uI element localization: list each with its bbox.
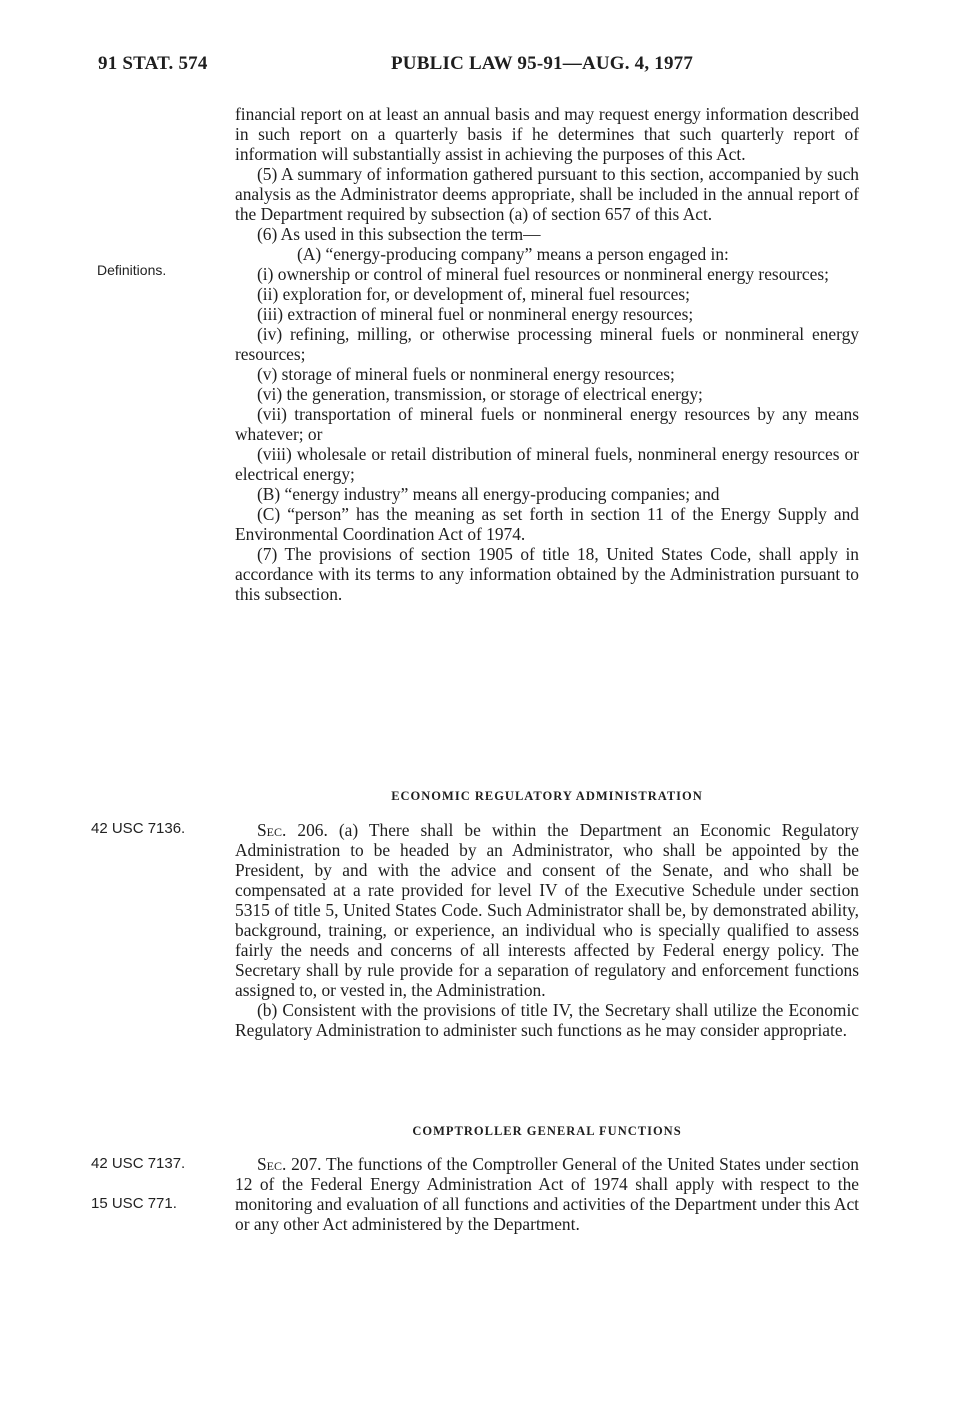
clause-C: (C) “person” has the meaning as set forth in section 11 of the Energy Supply and Environmental Coordination Act of 1974. [235, 504, 859, 544]
clause-iii: (iii) extraction of mineral fuel or nonmineral energy resources; [257, 304, 694, 324]
main-text-block [235, 104, 859, 604]
paragraph-7: (7) The provisions of section 1905 of title 18, United States Code, shall apply in accordance with its terms to any information obtained by the Administration pursuant to this subsection. [235, 544, 859, 604]
section-206-b: (b) Consistent with the provisions of title IV, the Secretary shall utilize the Economic Regulatory Administration to administer such functions as he may consider appropriate. [235, 1000, 859, 1040]
section-206-a: Sec. 206. (a) There shall be within the Department an Economic Regulatory Administration to be headed by an Administrator, who shall be appointed by the President, by and with the advice and consent of the Senate, and who shall be compensated at a rate provided for level IV of the Executive Schedule under section 5315 of title 5, United States Code. Such Administrator shall be, by demonstrated ability, background, training, or experience, an individual who is specially qualified to assess fairly the needs and concerns of all interests affected by Federal energy policy. The Secretary shall by rule provide for a separation of regulatory and enforcement functions assigned to, or vested in, the Administration. [235, 820, 859, 1000]
paragraph-5: (5) A summary of information gathered pursuant to this section, accompanied by such analysis as the Administrator deems appropriate, shall be included in the annual report of the Department required by subsection (a) of section 657 of this Act. [235, 164, 859, 224]
clause-B: (B) “energy industry” means all energy-producing companies; and [257, 484, 720, 504]
clause-A: (A) “energy-producing company” means a person engaged in: [297, 244, 729, 264]
clause-ii: (ii) exploration for, or development of, mineral fuel resources; [257, 284, 690, 304]
section-206-block [235, 820, 859, 1040]
page-running-head: PUBLIC LAW 95-91—AUG. 4, 1977 [391, 53, 694, 74]
section-207: Sec. 207. The functions of the Comptroller General of the United States under section 12 of the Federal Energy Administration Act of 1974 shall apply with respect to the monitoring and evaluation of all functions and activities of the Department under this Act or any other Act administered by the Department. [235, 1154, 859, 1234]
margin-note-usc-7136: 42 USC 7136. [91, 820, 186, 837]
clause-i: (i) ownership or control of mineral fuel resources or nonmineral energy resources; [257, 264, 829, 284]
clause-iv: (iv) refining, milling, or otherwise processing mineral fuels or nonmineral energy resources; [235, 324, 859, 364]
paragraph-6: (6) As used in this subsection the term— [257, 224, 541, 244]
clause-vi: (vi) the generation, transmission, or storage of electrical energy; [257, 384, 703, 404]
margin-note-usc-771: 15 USC 771. [91, 1195, 177, 1212]
section-heading-era: ECONOMIC REGULATORY ADMINISTRATION [391, 789, 703, 803]
section-heading-comptroller: COMPTROLLER GENERAL FUNCTIONS [412, 1124, 682, 1138]
margin-note-definitions: Definitions. [97, 262, 167, 278]
section-207-block [235, 1154, 859, 1234]
clause-vii: (vii) transportation of mineral fuels or nonmineral energy resources by any means whatever; or [235, 404, 859, 444]
margin-note-usc-7137: 42 USC 7137. [91, 1155, 186, 1172]
clause-viii: (viii) wholesale or retail distribution of mineral fuels, nonmineral energy resources or electrical energy; [235, 444, 859, 484]
paragraph-continuation: financial report on at least an annual basis and may request energy information described in such report on a quarterly basis if he determines that such quarterly report of information will substantially assist in achieving the purposes of this Act. [235, 104, 859, 164]
clause-v: (v) storage of mineral fuels or nonmineral energy resources; [257, 364, 675, 384]
page-stat-number: 91 STAT. 574 [98, 53, 208, 74]
